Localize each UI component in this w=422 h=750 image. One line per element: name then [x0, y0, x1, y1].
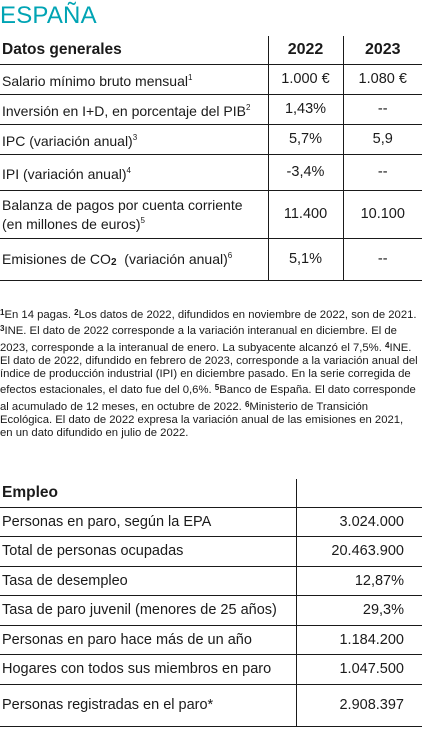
row-value: 20.463.900: [296, 537, 422, 567]
row-value: 2.908.397: [296, 684, 422, 726]
footnote-number: 2: [74, 308, 79, 317]
footnote-text: En 14 pagas.: [4, 309, 75, 321]
employment-header-value: [296, 479, 422, 507]
row-label: Balanza de pagos por cuenta corriente (en millones de euros)$^5$: [0, 190, 268, 238]
row-label: Personas en paro hace más de un año: [0, 625, 296, 655]
row-value-2022: 5,7%: [268, 124, 343, 154]
table-row: [0, 64, 422, 94]
table-row: [0, 596, 422, 626]
footnote-number: 4: [385, 340, 390, 350]
row-value-2023: 5,9: [343, 124, 422, 154]
page-title: ESPAÑA: [0, 2, 97, 29]
row-value-2023: 10.100: [343, 190, 422, 238]
table-row: [0, 684, 422, 726]
table-row: [0, 238, 422, 280]
row-value: 3.024.000: [296, 507, 422, 537]
table-row: [0, 537, 422, 567]
row-value-2022: 11.400: [268, 190, 343, 238]
row-value-2023: --: [343, 94, 422, 124]
table-row: [0, 655, 422, 685]
table-row: [0, 154, 422, 190]
row-value: 1.047.500: [296, 655, 422, 685]
footnotes: [0, 306, 418, 441]
row-value: 29,3%: [296, 596, 422, 626]
row-value-2022: 1,43%: [268, 94, 343, 124]
column-header-2022: 2022: [268, 36, 343, 64]
general-data-table: [0, 36, 422, 281]
row-label: Emisiones de $CO_2$ (variación anual)$^6$: [0, 238, 268, 280]
column-header-2023: 2023: [343, 36, 422, 64]
employment-header: Empleo: [2, 483, 58, 501]
footnote-number: 1: [0, 308, 5, 317]
row-value-2023: --: [343, 154, 422, 190]
row-label: Hogares con todos sus miembros en paro: [0, 655, 296, 685]
footnote-text: Los datos de 2022, difundidos en noviembre de 2022, son de 2021.: [78, 309, 417, 321]
footnote-text: INE. El dato de 2022 corresponde a la variación interanual en diciembre. El de 2023, corresponde a la interanual de enero. La subyacente alcanzó el 7,5%.: [0, 325, 397, 354]
table-row: [0, 190, 422, 238]
row-value-2023: --: [343, 238, 422, 280]
row-value-2022: 1.000 €: [268, 64, 343, 94]
table-row: [0, 124, 422, 154]
row-label: IPI (variación anual)$^4$: [0, 154, 268, 190]
table-header-row: [0, 479, 422, 507]
footnote-number: 3: [0, 324, 5, 334]
row-label: Personas registradas en el paro*: [0, 684, 296, 726]
row-value-2022: -3,4%: [268, 154, 343, 190]
row-label: Salario mínimo bruto mensual$^1$: [0, 64, 268, 94]
row-value: 12,87%: [296, 566, 422, 596]
row-label: Total de personas ocupadas: [0, 537, 296, 567]
row-label: Inversión en I+D, en porcentaje del PIB$^2$: [0, 94, 268, 124]
row-label: IPC (variación anual)$^3$: [0, 124, 268, 154]
footnote-text: Banco de España. El dato corresponde al acumulado de 12 meses, en octubre de 2022.: [0, 384, 416, 413]
column-header-label: Datos generales: [2, 40, 122, 58]
table-row: [0, 625, 422, 655]
table-row: [0, 507, 422, 537]
footnote-text: Ministerio de Transición Ecológica. El dato de 2022 expresa la variación anual de las emisiones en 2021, en un dato difundido en julio de 2022.: [0, 400, 404, 440]
table-header-row: [0, 36, 422, 64]
footnote-text: INE. El dato de 2022, difundido en febrero de 2023, corresponde a la variación anual del índice de producción industrial (IPI) en diciembre pasado. En la serie corregida de efectos estacionales, el dato fue del 0,6%.: [0, 341, 418, 397]
employment-table: [0, 479, 422, 727]
row-label: Personas en paro, según la EPA: [0, 507, 296, 537]
table-row: [0, 566, 422, 596]
table-row: [0, 94, 422, 124]
row-value-2023: 1.080 €: [343, 64, 422, 94]
row-label: Tasa de paro juvenil (menores de 25 años): [0, 596, 296, 626]
row-value: 1.184.200: [296, 625, 422, 655]
footnote-number: 5: [214, 383, 220, 393]
footnote-number: 6: [244, 399, 250, 409]
row-label: Tasa de desempleo: [0, 566, 296, 596]
row-value-2022: 5,1%: [268, 238, 343, 280]
